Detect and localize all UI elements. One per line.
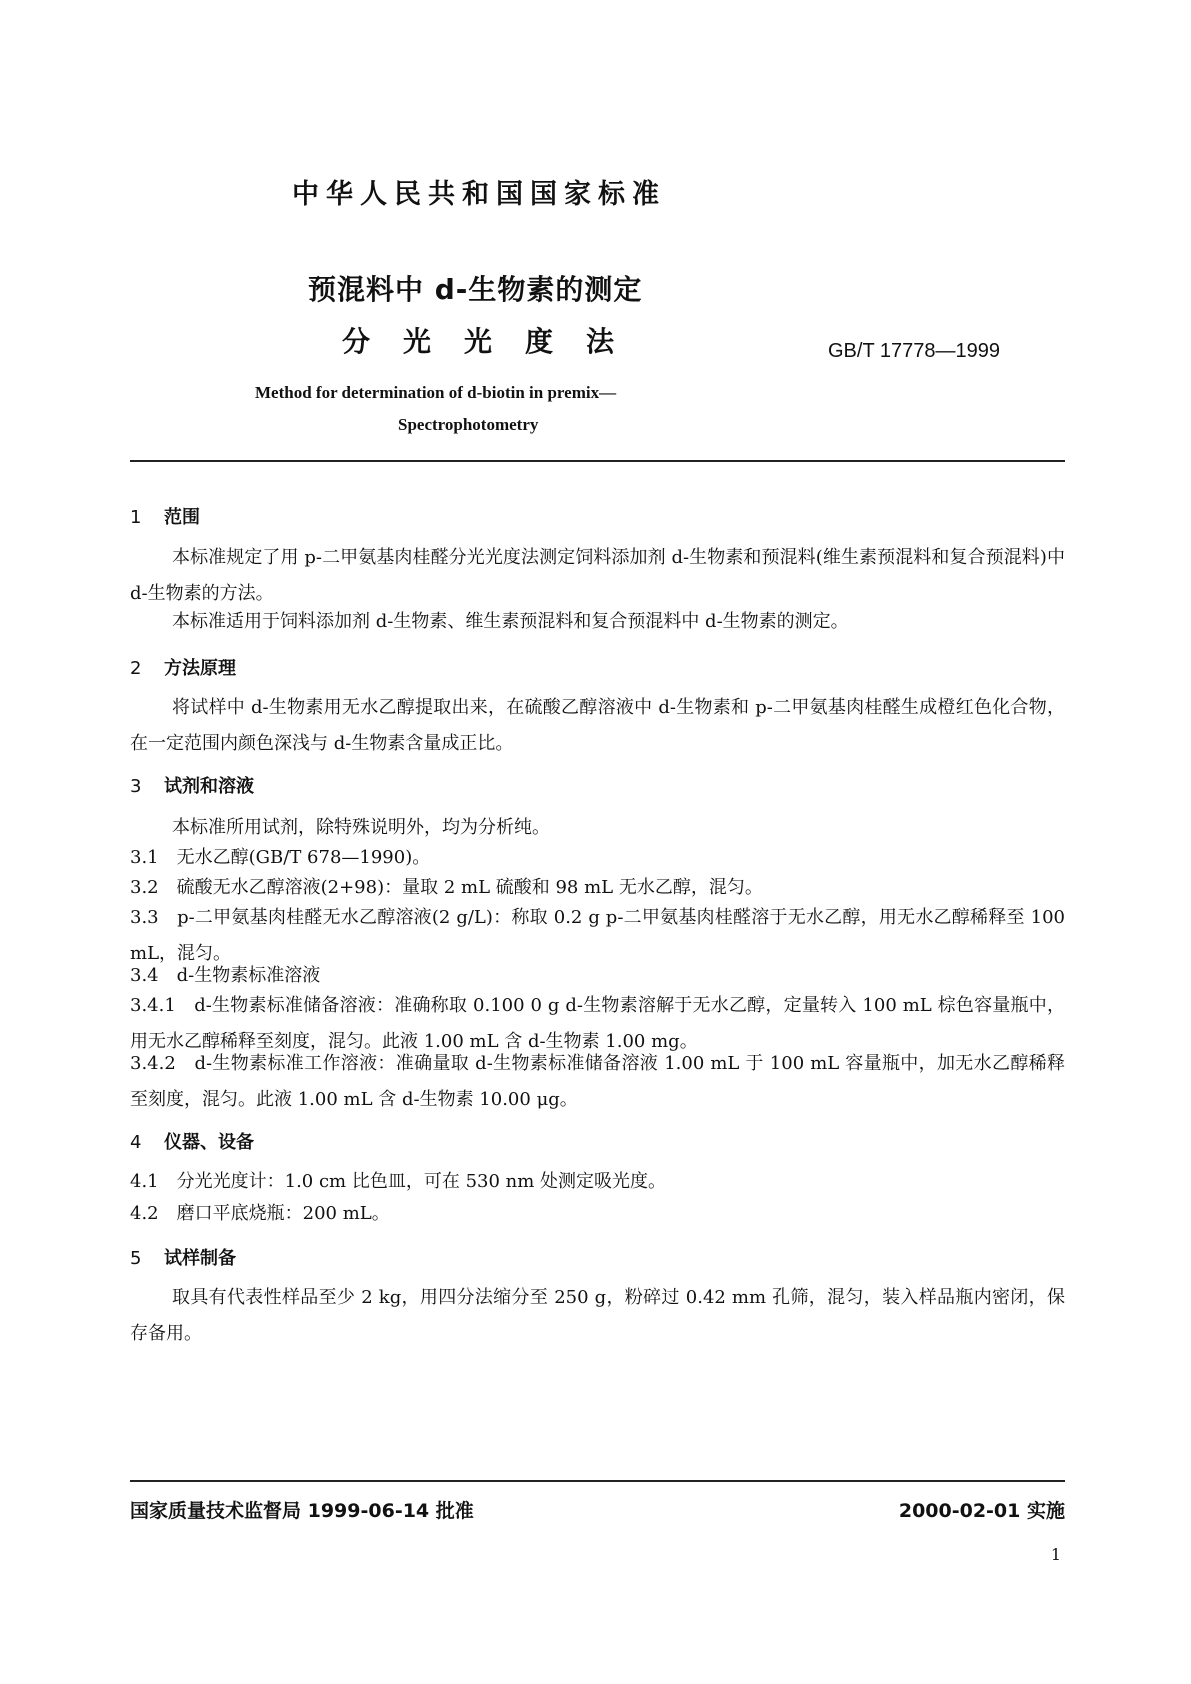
effective-date-note: 2000-02-01 实施 — [898, 1500, 1065, 1522]
section-3-heading — [130, 772, 254, 798]
section-3-paragraph-1: 本标准所用试剂，除特殊说明外，均为分析纯。 — [172, 817, 550, 838]
section-title: 试剂和溶液 — [164, 776, 254, 797]
standard-type-heading: 中华人民共和国国家标准 — [292, 179, 666, 210]
standard-code: GB/T 17778—1999 — [828, 340, 1000, 362]
section-number: 5 — [130, 1248, 142, 1269]
section-number: 1 — [130, 507, 142, 528]
clause-3-4: 3.4 d-生物素标准溶液 — [130, 965, 321, 986]
document-subtitle: 分光光度法 — [342, 325, 648, 358]
section-5-paragraph-1: 取具有代表性样品至少 2 kg，用四分法缩分至 250 g，粉碎过 0.42 mm 孔筛，混匀，装入样品瓶内密闭，保存备用。 — [130, 1287, 1065, 1344]
section-number: 4 — [130, 1132, 142, 1153]
section-4-heading — [130, 1128, 254, 1154]
section-title: 仪器、设备 — [164, 1132, 254, 1153]
section-title: 范围 — [164, 507, 200, 528]
english-title-line1: Method for determination of d-biotin in premix— — [255, 383, 617, 402]
clause-3-4-1: 3.4.1 d-生物素标准储备溶液：准确称取 0.100 0 g d-生物素溶解于无水乙醇，定量转入 100 mL 棕色容量瓶中，用无水乙醇稀释至刻度，混匀。此液 1.00 mL 含 d-生物素 1.00 mg。 — [130, 995, 1065, 1052]
footer-divider — [130, 1480, 1065, 1482]
header-divider — [130, 460, 1065, 462]
document-title: 预混料中 d-生物素的测定 — [308, 273, 643, 306]
section-1-paragraph-1: 本标准规定了用 p-二甲氨基肉桂醛分光光度法测定饲料添加剂 d-生物素和预混料(维生素预混料和复合预混料)中 d-生物素的方法。 — [130, 547, 1065, 604]
clause-4-2: 4.2 磨口平底烧瓶：200 mL。 — [130, 1203, 390, 1224]
section-number: 2 — [130, 658, 142, 679]
section-title: 方法原理 — [164, 658, 236, 679]
section-5-heading — [130, 1244, 236, 1270]
clause-3-3: 3.3 p-二甲氨基肉桂醛无水乙醇溶液(2 g/L)：称取 0.2 g p-二甲氨基肉桂醛溶于无水乙醇，用无水乙醇稀释至 100 mL，混匀。 — [130, 907, 1065, 964]
clause-3-1: 3.1 无水乙醇(GB/T 678—1990)。 — [130, 847, 431, 868]
section-number: 3 — [130, 776, 142, 797]
english-title-line2: Spectrophotometry — [398, 415, 539, 434]
section-2-paragraph-1: 将试样中 d-生物素用无水乙醇提取出来，在硫酸乙醇溶液中 d-生物素和 p-二甲氨基肉桂醛生成橙红色化合物，在一定范围内颜色深浅与 d-生物素含量成正比。 — [130, 697, 1065, 754]
section-title: 试样制备 — [164, 1248, 236, 1269]
page-number: 1 — [1050, 1545, 1061, 1564]
section-2-heading — [130, 654, 236, 680]
section-1-heading — [130, 503, 200, 529]
section-1-paragraph-2: 本标准适用于饲料添加剂 d-生物素、维生素预混料和复合预混料中 d-生物素的测定。 — [172, 611, 849, 632]
approval-note: 国家质量技术监督局 1999-06-14 批准 — [130, 1500, 474, 1522]
clause-3-2: 3.2 硫酸无水乙醇溶液(2+98)：量取 2 mL 硫酸和 98 mL 无水乙醇，混匀。 — [130, 877, 763, 898]
clause-3-4-2: 3.4.2 d-生物素标准工作溶液：准确量取 d-生物素标准储备溶液 1.00 mL 于 100 mL 容量瓶中，加无水乙醇稀释至刻度，混匀。此液 1.00 mL 含 d-生物素 10.00 μg。 — [130, 1053, 1065, 1110]
clause-4-1: 4.1 分光光度计：1.0 cm 比色皿，可在 530 nm 处测定吸光度。 — [130, 1171, 667, 1192]
